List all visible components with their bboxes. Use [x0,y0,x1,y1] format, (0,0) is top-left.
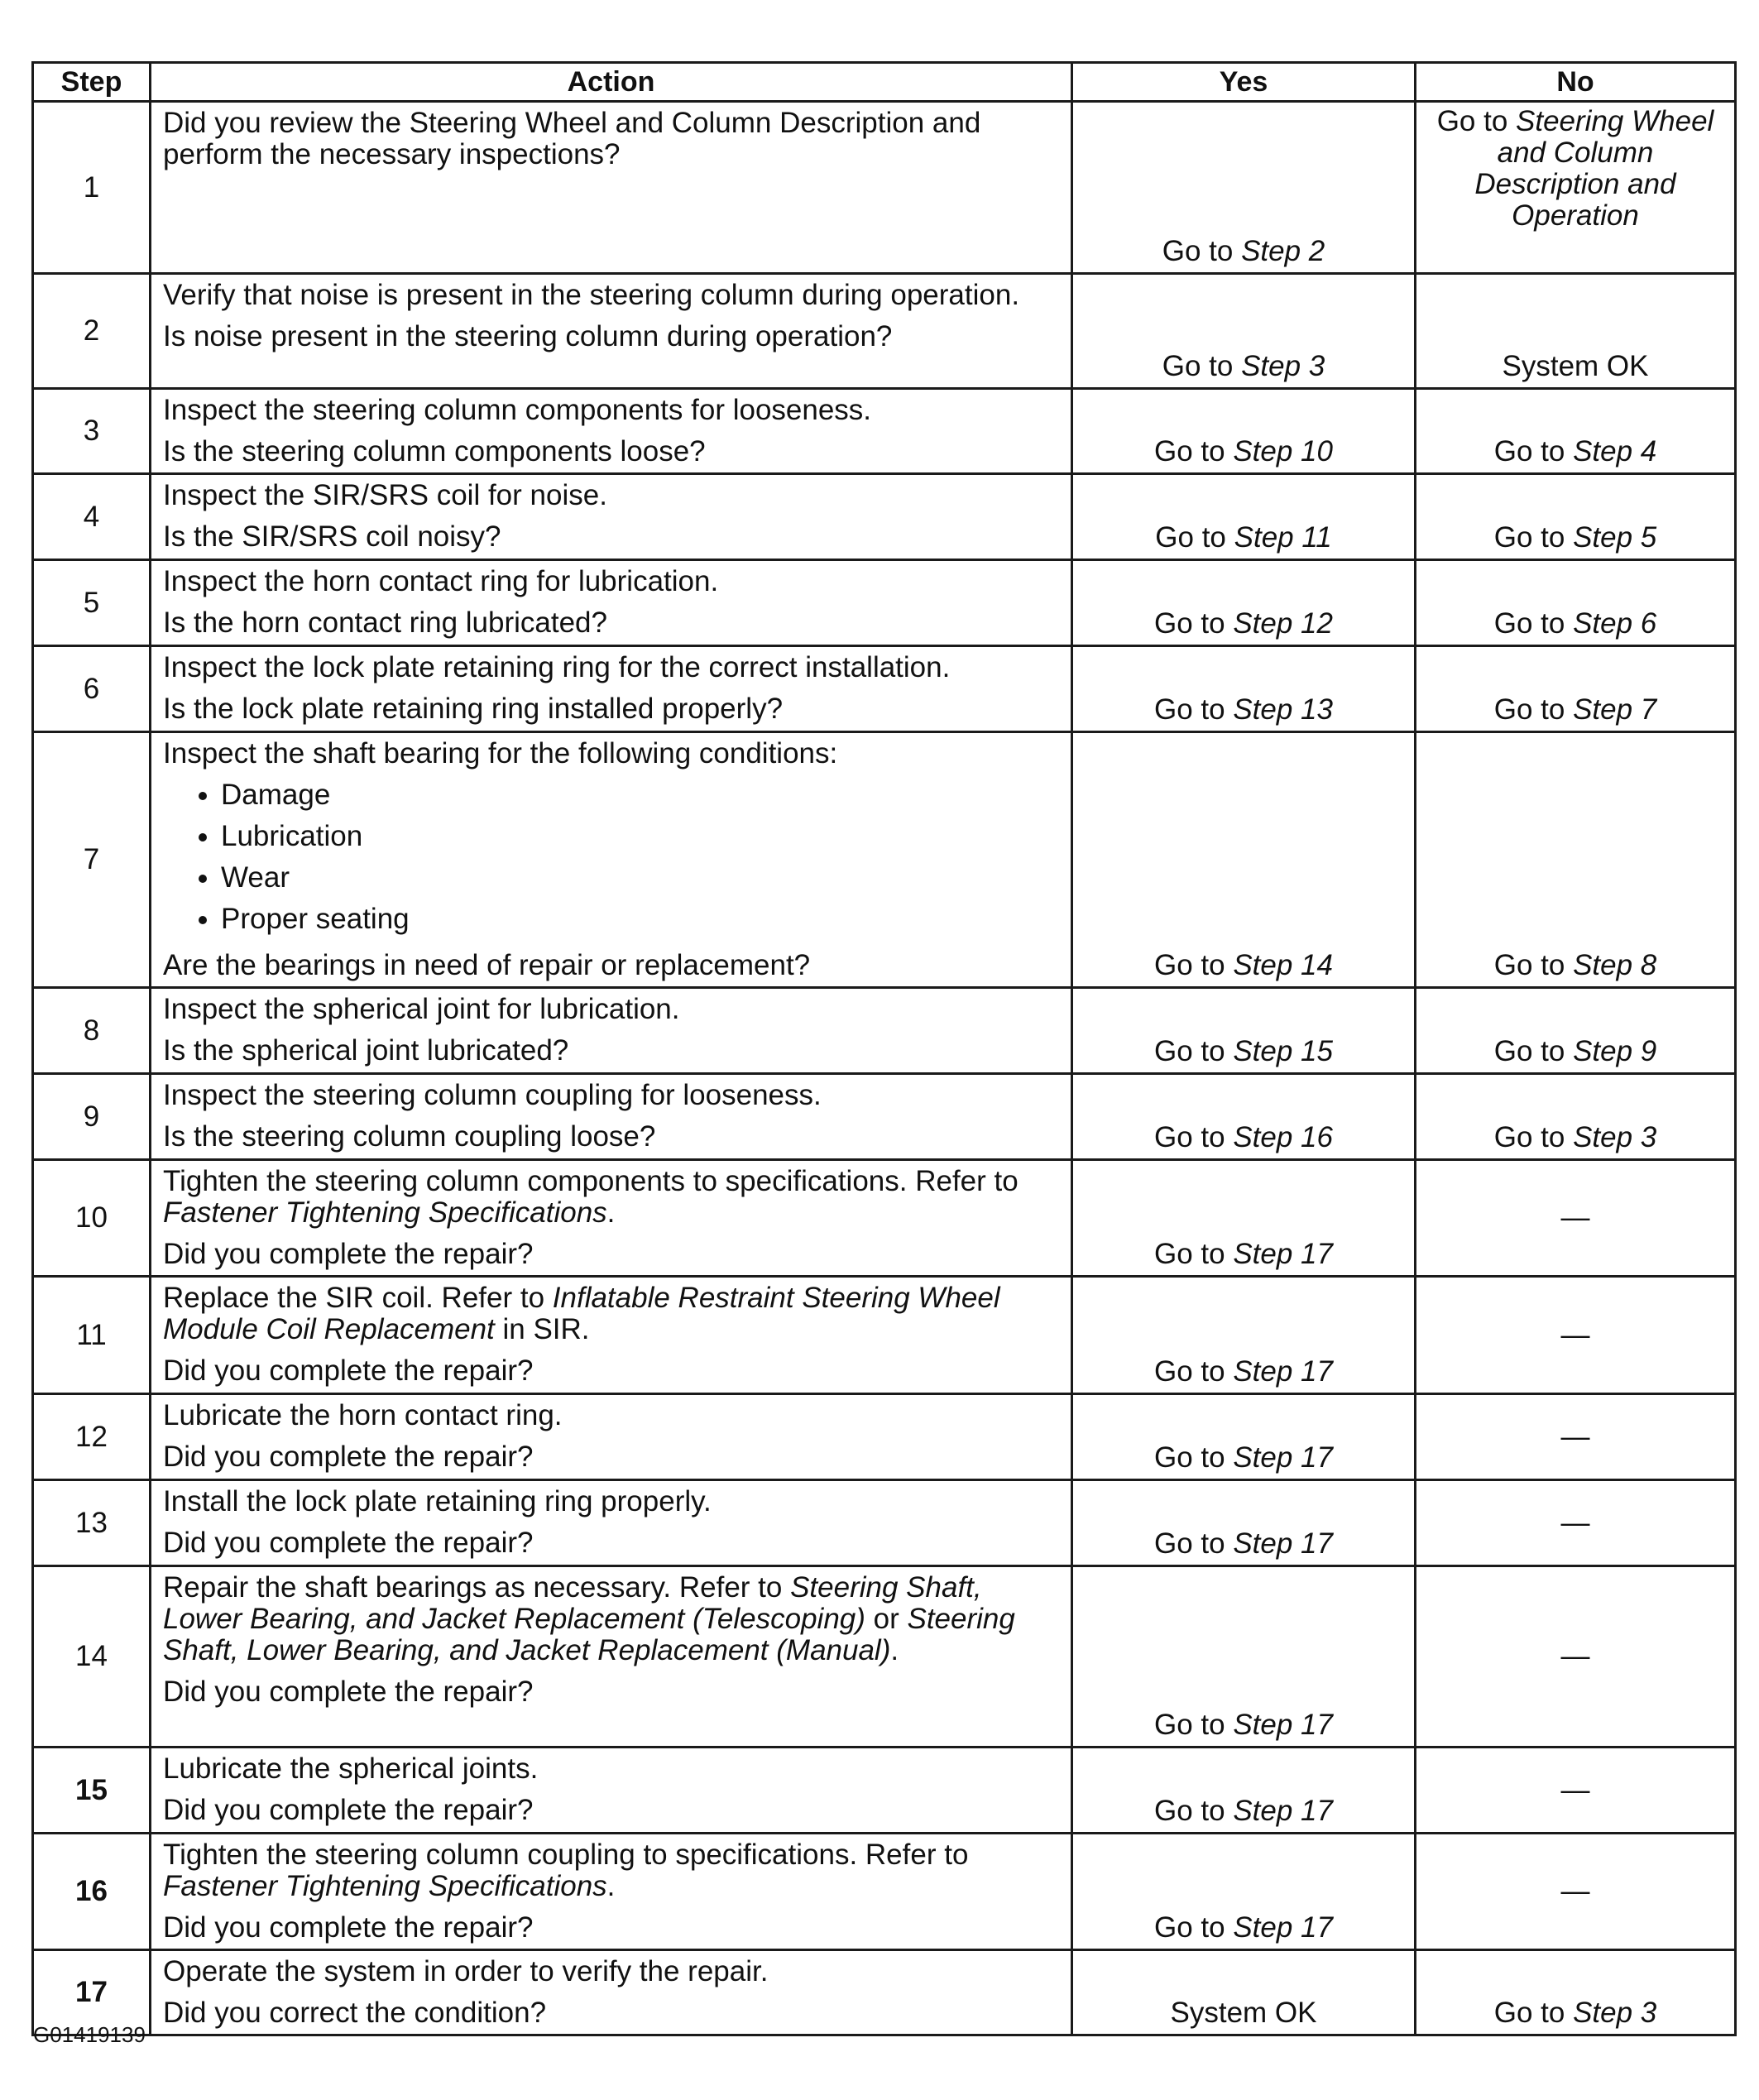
action-cell [151,102,1072,274]
text-run: Verify that noise is present in the steering column during operation. [163,279,1020,311]
no-result [1416,560,1736,646]
text-run: or [865,1603,908,1635]
action-text [163,1572,1059,1666]
header-step: Step [33,63,151,102]
yes-result [1072,1834,1416,1950]
action-text [163,108,1059,170]
reference-link: Fastener Tightening Specifications [163,1196,607,1229]
no-result [1416,1834,1736,1950]
text-run: Inspect the spherical joint for lubrication. [163,993,680,1025]
text-run: Operate the system in order to verify the repair. [163,1955,769,1987]
text-run: Replace the SIR coil. Refer to [163,1282,553,1314]
text-run: Go to [1154,1355,1234,1388]
header-no: No [1416,63,1736,102]
action-cell [151,1566,1072,1748]
yes-result [1072,560,1416,646]
text-run: Did you review the Steering Wheel and Column Description and perform the necessary inspections? [163,107,981,170]
reference-link: Steering Shaft, Lower Bearing, and Jacket Replacement (Manual) [163,1603,1015,1666]
text-run: Install the lock plate retaining ring properly. [163,1485,712,1517]
action-text [163,566,1059,597]
text-run: Go to [1154,1527,1234,1560]
no-result [1416,102,1736,274]
text-run: Go to [1493,1035,1574,1067]
no-result [1416,474,1736,560]
text-run: Go to [1154,1795,1234,1827]
no-result [1416,389,1736,474]
action-text [163,1283,1059,1345]
question-text [163,1527,1059,1559]
no-result [1416,1394,1736,1480]
question-text [163,1795,1059,1826]
text-run: Go to [1493,949,1574,981]
action-text [163,1166,1059,1229]
text-run: Go to [1493,693,1574,726]
question-text [163,521,1059,553]
text-run: Go to [1162,235,1242,267]
text-run: Inspect the horn contact ring for lubrication. [163,565,719,597]
text-run: . [890,1634,899,1666]
reference-link: Step 3 [1573,1121,1657,1153]
yes-result [1072,646,1416,732]
reference-link: Step 6 [1573,607,1657,640]
text-run: Go to [1154,1121,1234,1153]
text-run: — [1560,1773,1590,1806]
reference-link: Step 17 [1233,1709,1333,1741]
text-run: Go to [1493,607,1574,640]
reference-link: Step 17 [1233,1238,1333,1270]
step-number: 5 [33,560,151,646]
table-row [33,646,1736,732]
text-run: Go to [1154,949,1234,981]
action-text [163,395,1059,426]
reference-link: Step 4 [1573,435,1657,467]
no-result [1416,732,1736,988]
list-item: • Wear [221,857,1059,899]
yes-result [1072,1277,1416,1394]
text-run: — [1560,1420,1590,1453]
question-text [163,321,1059,352]
table-row [33,274,1736,389]
text-run: Go to [1154,1911,1234,1944]
action-text [163,480,1059,511]
action-text [163,994,1059,1025]
text-run: Did you complete the repair? [163,1794,534,1826]
table-header-row [33,63,1736,102]
reference-link: Step 2 [1241,235,1325,267]
reference-link: Step 7 [1573,693,1657,726]
text-run: Are the bearings in need of repair or replacement? [163,949,811,981]
step-number: 14 [33,1566,151,1748]
reference-link: Step 11 [1234,521,1332,554]
text-run: Is the spherical joint lubricated? [163,1034,569,1067]
yes-result [1072,1748,1416,1834]
action-text [163,280,1059,311]
step-number: 12 [33,1394,151,1480]
list-item: • Proper seating [221,899,1059,940]
step-number: 3 [33,389,151,474]
reference-link: Step 10 [1233,435,1333,467]
reference-link: Step 15 [1233,1035,1333,1067]
no-result [1416,1277,1736,1394]
text-run: Did you complete the repair? [163,1527,534,1559]
action-text [163,1400,1059,1431]
action-text [163,1839,1059,1902]
table-row [33,732,1736,988]
header-action: Action [151,63,1072,102]
text-run: . [606,1870,616,1902]
step-number: 11 [33,1277,151,1394]
text-run: — [1560,1506,1590,1539]
no-result [1416,988,1736,1074]
reference-link: Step 12 [1233,607,1333,640]
text-run: Go to [1493,1121,1574,1153]
list-item: • Damage [221,774,1059,816]
table-body [33,102,1736,2035]
action-cell [151,1277,1072,1394]
text-run: Go to [1154,435,1234,467]
text-run: Go to [1154,1238,1234,1270]
question-text [163,1676,1059,1708]
action-cell [151,1950,1072,2035]
reference-link: Step 17 [1233,1795,1333,1827]
text-run: Inspect the SIR/SRS coil for noise. [163,479,607,511]
text-run: Inspect the lock plate retaining ring for the correct installation. [163,651,951,683]
table-row [33,1566,1736,1748]
text-run: Go to [1436,105,1517,137]
text-run: Is the steering column components loose? [163,435,706,467]
reference-link: Step 5 [1573,521,1657,554]
action-cell [151,1480,1072,1566]
action-text [163,738,1059,770]
text-run: System OK [1502,350,1649,382]
condition-list [163,774,1059,940]
question-text [163,1997,1059,2029]
text-run: Inspect the steering column coupling for looseness. [163,1079,822,1111]
action-text [163,652,1059,683]
yes-result [1072,1394,1416,1480]
reference-link: Step 16 [1233,1121,1333,1153]
table-row [33,1277,1736,1394]
text-run: Go to [1154,693,1234,726]
question-text [163,607,1059,639]
action-cell [151,1074,1072,1160]
no-result [1416,274,1736,389]
text-run: Go to [1155,521,1234,554]
question-text [163,436,1059,467]
text-run: Inspect the steering column components for looseness. [163,394,872,426]
yes-result [1072,988,1416,1074]
question-text [163,1035,1059,1067]
question-text [163,950,1059,981]
no-result-text [1421,103,1729,232]
step-number: 17 [33,1950,151,2035]
action-cell [151,732,1072,988]
table-row [33,389,1736,474]
text-run: Did you complete the repair? [163,1911,534,1944]
text-run: System OK [1170,1997,1317,2029]
text-run: in SIR. [494,1313,590,1345]
action-cell [151,988,1072,1074]
question-text [163,1121,1059,1153]
action-text [163,1956,1059,1987]
yes-result [1072,389,1416,474]
action-cell [151,646,1072,732]
reference-link: Step 9 [1573,1035,1657,1067]
action-cell [151,274,1072,389]
action-text [163,1080,1059,1111]
text-run: Inspect the shaft bearing for the following conditions: [163,737,838,770]
reference-link: Step 14 [1233,949,1333,981]
question-text [163,1239,1059,1270]
text-run: Is the steering column coupling loose? [163,1120,656,1153]
no-result [1416,646,1736,732]
text-run: — [1560,1201,1590,1234]
step-number: 9 [33,1074,151,1160]
text-run: Repair the shaft bearings as necessary. Refer to [163,1571,791,1604]
yes-result [1072,474,1416,560]
step-number: 16 [33,1834,151,1950]
text-run: — [1560,1640,1590,1672]
yes-result [1072,1074,1416,1160]
table-row [33,1074,1736,1160]
text-run: Go to [1493,435,1574,467]
text-run: — [1560,1318,1590,1351]
question-text [163,1441,1059,1473]
text-run: Is the lock plate retaining ring installed properly? [163,693,784,725]
question-text [163,1912,1059,1944]
step-number: 8 [33,988,151,1074]
no-result [1416,1074,1736,1160]
diagnostic-table [31,61,1737,2036]
action-cell [151,560,1072,646]
step-number: 10 [33,1160,151,1277]
reference-link: Step 13 [1233,693,1333,726]
text-run: Is noise present in the steering column during operation? [163,320,893,352]
text-run: Did you complete the repair? [163,1238,534,1270]
step-number: 6 [33,646,151,732]
action-cell [151,1748,1072,1834]
no-result [1416,1950,1736,2035]
yes-result [1072,732,1416,988]
table-row [33,1480,1736,1566]
question-text [163,693,1059,725]
action-text [163,1753,1059,1785]
reference-link: Step 17 [1233,1527,1333,1560]
step-number: 13 [33,1480,151,1566]
text-run: Lubricate the spherical joints. [163,1752,539,1785]
text-run: Go to [1154,1441,1234,1474]
figure-code: G01419139 [33,2022,146,2047]
text-run: Is the SIR/SRS coil noisy? [163,520,501,553]
table-row [33,1160,1736,1277]
table-row [33,560,1736,646]
reference-link: Fastener Tightening Specifications [163,1870,607,1902]
table-row [33,1950,1736,2035]
reference-link: Step 17 [1233,1911,1333,1944]
step-number: 15 [33,1748,151,1834]
step-number: 2 [33,274,151,389]
text-run: Is the horn contact ring lubricated? [163,607,607,639]
text-run: Did you complete the repair? [163,1441,534,1473]
action-text [163,1486,1059,1517]
table-row [33,1394,1736,1480]
text-run: Tighten the steering column coupling to specifications. Refer to [163,1839,969,1871]
reference-link: Step 3 [1241,350,1325,382]
list-item: • Lubrication [221,816,1059,857]
text-run: Did you complete the repair? [163,1676,534,1708]
table-row [33,102,1736,274]
action-cell [151,389,1072,474]
text-run: Did you correct the condition? [163,1997,547,2029]
text-run: Did you complete the repair? [163,1354,534,1387]
header-yes: Yes [1072,63,1416,102]
no-result [1416,1480,1736,1566]
table-row [33,1834,1736,1950]
action-cell [151,1394,1072,1480]
action-cell [151,1160,1072,1277]
step-number: 7 [33,732,151,988]
no-result [1416,1748,1736,1834]
table-row [33,988,1736,1074]
reference-link: Inflatable Restraint Steering Wheel Module Coil Replacement [163,1282,1000,1345]
step-number: 4 [33,474,151,560]
text-run: Tighten the steering column components to specifications. Refer to [163,1165,1018,1197]
text-run: Go to [1493,1997,1574,2029]
text-run: Lubricate the horn contact ring. [163,1399,563,1431]
text-run: Go to [1154,1709,1234,1741]
table-row [33,1748,1736,1834]
reference-link: Step 3 [1573,1997,1657,2029]
reference-link: Steering Wheel and Column Description and Operation [1474,105,1714,232]
yes-result [1072,274,1416,389]
action-cell [151,474,1072,560]
yes-result [1072,1566,1416,1748]
reference-link: Step 17 [1233,1355,1333,1388]
text-run: Go to [1154,1035,1234,1067]
yes-result [1072,1950,1416,2035]
text-run: Go to [1162,350,1242,382]
reference-link: Steering Shaft, Lower Bearing, and Jacket Replacement (Telescoping) [163,1571,982,1635]
no-result [1416,1566,1736,1748]
yes-result [1072,1160,1416,1277]
reference-link: Step 17 [1233,1441,1333,1474]
yes-result [1072,1480,1416,1566]
step-number: 1 [33,102,151,274]
text-run: . [606,1196,616,1229]
table-row [33,474,1736,560]
action-cell [151,1834,1072,1950]
reference-link: Step 8 [1573,949,1657,981]
question-text [163,1355,1059,1387]
no-result [1416,1160,1736,1277]
yes-result [1072,102,1416,274]
text-run: Go to [1493,521,1574,554]
text-run: — [1560,1875,1590,1907]
text-run: Go to [1154,607,1234,640]
